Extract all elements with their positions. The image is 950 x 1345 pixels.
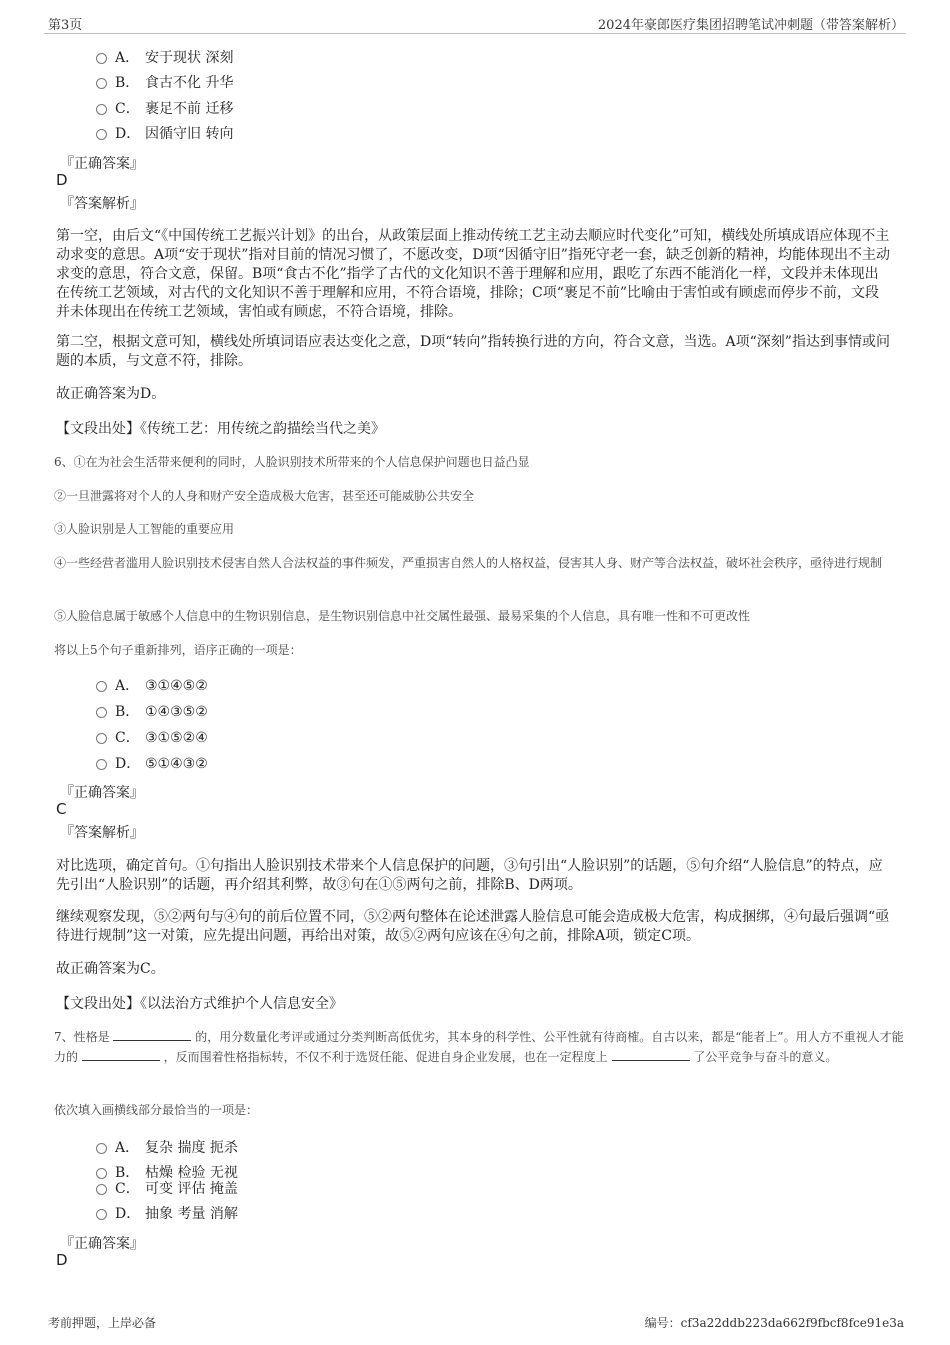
footer-id: 编号：cf3a22ddb223da662f9fbcf8fce91e3a	[644, 1316, 904, 1330]
radio-icon[interactable]	[96, 1184, 107, 1195]
q5-analysis-p2: 第二空，根据文意可知，横线处所填词语应表达变化之意，D项“转向”指转换行进的方向，符合文意，当选。A项“深刻”指达到事情或问题的本质，与文意不符，排除。	[56, 334, 890, 369]
radio-icon[interactable]	[96, 759, 107, 770]
blank-1	[113, 1028, 191, 1041]
q7-stem: 7、性格是 的，用分数量化考评或通过分类判断高低优劣，其本身的科学性、公平性就有待商榷。自古以来，都是“能者上”。用人方不重视人才能力的 ，反而围着性格指标转，不仅不利于选贤任能、促进自身企业发展，也在一定程度上 了公平竞争与奋斗的意义。	[54, 1030, 904, 1064]
q5-answer: D	[56, 171, 68, 189]
q5-option-c[interactable]: C． 裹足不前 迁移	[96, 99, 233, 119]
radio-icon[interactable]	[96, 1209, 107, 1220]
q6-option-a[interactable]: A． ③①④⑤②	[96, 676, 208, 696]
q6-sentence-3: ③人脸识别是人工智能的重要应用	[54, 522, 235, 536]
q5-option-a[interactable]: A． 安于现状 深刻	[96, 48, 233, 68]
radio-icon[interactable]	[96, 681, 107, 692]
q6-option-b[interactable]: B． ①④③⑤②	[96, 702, 208, 722]
page-number: 第3页	[48, 18, 83, 33]
q6-sentence-5: ⑤人脸信息属于敏感个人信息中的生物识别信息，是生物识别信息中社交属性最强、最易采集的个人信息，具有唯一性和不可更改性	[54, 609, 751, 623]
q7-answer: D	[56, 1251, 68, 1269]
radio-icon[interactable]	[96, 129, 107, 140]
radio-icon[interactable]	[96, 1143, 107, 1154]
q5-option-d[interactable]: D． 因循守旧 转向	[96, 124, 233, 144]
q6-option-d[interactable]: D． ⑤①④③②	[96, 754, 208, 774]
header-divider	[44, 33, 906, 34]
q6-sentence-2: ②一旦泄露将对个人的人身和财产安全造成极大危害，甚至还可能威胁公共安全	[54, 489, 475, 503]
q6-sentence-4: ④一些经营者滥用人脸识别技术侵害自然人合法权益的事件频发，严重损害自然人的人格权益，侵害其人身、财产等合法权益，破坏社会秩序，亟待进行规制	[54, 556, 883, 570]
q7-option-d[interactable]: D． 抽象 考量 消解	[96, 1204, 238, 1224]
q6-prompt: 将以上5个句子重新排列，语序正确的一项是：	[54, 643, 302, 657]
footer-slogan: 考前押题，上岸必备	[48, 1316, 157, 1330]
document-title: 2024年豪郎医疗集团招聘笔试冲刺题（带答案解析）	[597, 18, 904, 33]
blank-2	[82, 1048, 160, 1061]
q6-analysis-label: 『答案解析』	[60, 825, 144, 841]
q6-sentence-1: 6、①在为社会生活带来便利的同时，人脸识别技术所带来的个人信息保护问题也日益凸显	[54, 455, 530, 469]
q6-option-c[interactable]: C． ③①⑤②④	[96, 728, 208, 748]
radio-icon[interactable]	[96, 104, 107, 115]
q5-analysis-p3: 故正确答案为D。	[56, 386, 166, 402]
q7-option-c[interactable]: C． 可变 评估 掩盖	[96, 1179, 238, 1199]
q6-analysis-p2: 继续观察发现，⑤②两句与④句的前后位置不同，⑤②两句整体在论述泄露人脸信息可能会造成极大危害，构成捆绑，④句最后强调“亟待进行规制”这一对策，应先提出问题，再给出对策，故⑤②两句应该在④句之前，排除A项，锁定C项。	[56, 909, 890, 944]
radio-icon[interactable]	[96, 78, 107, 89]
q5-source: 【文段出处】《传统工艺：用传统之韵描绘当代之美》	[56, 421, 385, 437]
blank-3	[612, 1048, 690, 1061]
q5-analysis-p1: 第一空，由后文“《中国传统工艺振兴计划》的出台，从政策层面上推动传统工艺主动去顺应时代变化”可知，横线处所填成语应体现不主动求变的意思。A项“安于现状”指对目前的情况习惯了，不愿改变，D项“因循守旧”指死守老一套，缺乏创新的精神，均能体现出不主动求变的意思，符合文意，保留。B项“食古不化”指学了古代的文化知识不善于理解和应用，跟吃了东西不能消化一样，文段并未体现出在传统工艺领域，对古代的文化知识不善于理解和应用，不符合语境，排除；C项“裹足不前”比喻由于害怕或有顾虑而停步不前，文段并未体现出在传统工艺领域，害怕或有顾虑，不符合语境，排除。	[56, 228, 890, 320]
q7-option-a[interactable]: A． 复杂 揣度 扼杀	[96, 1138, 238, 1158]
q7-answer-label: 『正确答案』	[60, 1236, 144, 1252]
radio-icon[interactable]	[96, 1168, 107, 1179]
q6-answer-label: 『正确答案』	[60, 785, 144, 801]
q7-prompt: 依次填入画横线部分最恰当的一项是：	[54, 1103, 259, 1117]
q6-answer: C	[56, 800, 67, 818]
q5-analysis-label: 『答案解析』	[60, 196, 144, 212]
q5-option-b[interactable]: B． 食古不化 升华	[96, 73, 233, 93]
radio-icon[interactable]	[96, 733, 107, 744]
radio-icon[interactable]	[96, 53, 107, 64]
radio-icon[interactable]	[96, 707, 107, 718]
q6-analysis-p3: 故正确答案为C。	[56, 961, 165, 977]
q5-answer-label: 『正确答案』	[60, 156, 144, 172]
q6-analysis-p1: 对比选项，确定首句。①句指出人脸识别技术带来个人信息保护的问题，③句引出“人脸识别”的话题，⑤句介绍“人脸信息”的特点，应先引出“人脸识别”的话题，再介绍其利弊，故③句在①⑤两句之前，排除B、D两项。	[56, 858, 883, 893]
q6-source: 【文段出处】《以法治方式维护个人信息安全》	[56, 996, 343, 1012]
q7-option-b[interactable]: B． 枯燥 检验 无视	[96, 1163, 238, 1183]
